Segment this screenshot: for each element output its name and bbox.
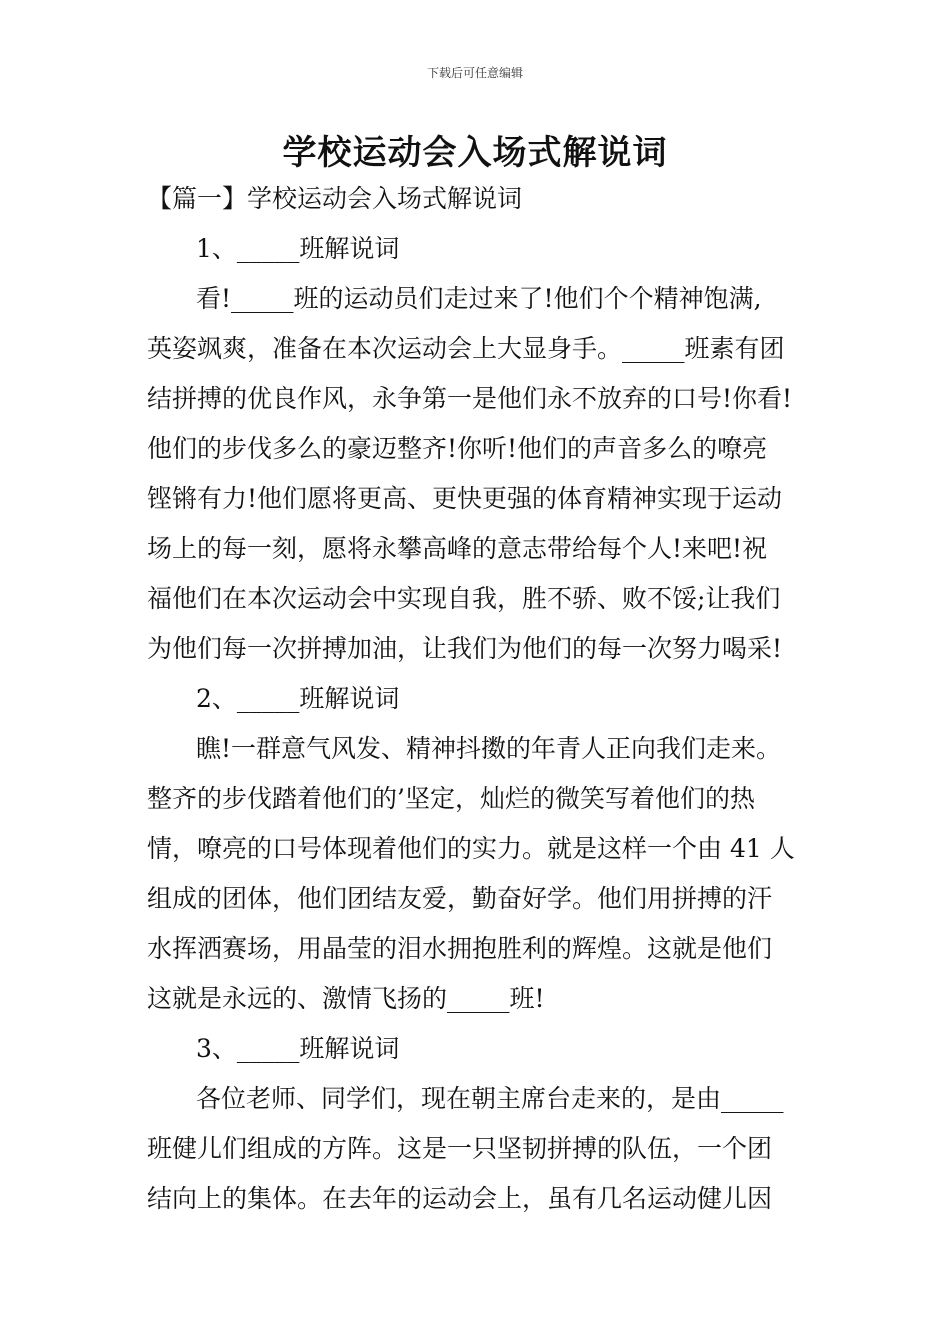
- paragraph-line: 看!_____班的运动员们走过来了!他们个个精神饱满,: [196, 284, 762, 313]
- paragraph-line: 这就是永远的、激情飞扬的_____班!: [147, 984, 545, 1013]
- paragraph-line: 整齐的步伐踏着他们的’坚定，灿烂的微笑写着他们的热: [147, 784, 755, 813]
- item-heading: 1、_____班解说词: [196, 234, 400, 263]
- paragraph-line: 水挥洒赛场，用晶莹的泪水拥抱胜利的辉煌。这就是他们: [147, 934, 773, 963]
- paragraph-line: 福他们在本次运动会中实现自我，胜不骄、败不馁;让我们: [147, 584, 781, 613]
- paragraph-line: 铿锵有力!他们愿将更高、更快更强的体育精神实现于运动: [147, 484, 783, 513]
- paragraph-line: 组成的团体，他们团结友爱，勤奋好学。他们用拼搏的汗: [147, 884, 773, 913]
- paragraph-line: 瞧!一群意气风发、精神抖擞的年青人正向我们走来。: [196, 734, 782, 763]
- item-heading: 2、_____班解说词: [196, 684, 400, 713]
- paragraph-line: 为他们每一次拼搏加油，让我们为他们的每一次努力喝采!: [147, 634, 783, 663]
- item-heading: 3、_____班解说词: [196, 1034, 400, 1063]
- paragraph-line: 班健儿们组成的方阵。这是一只坚韧拼搏的队伍，一个团: [147, 1134, 773, 1163]
- document-title: 学校运动会入场式解说词: [282, 133, 668, 173]
- paragraph-line: 场上的每一刻，愿将永攀高峰的意志带给每个人!来吧!祝: [147, 534, 768, 563]
- page-header-note: 下载后可任意编辑: [426, 66, 523, 80]
- paragraph-line: 他们的步伐多么的豪迈整齐!你听!他们的声音多么的嘹亮: [147, 434, 768, 463]
- paragraph-line: 情，嘹亮的口号体现着他们的实力。就是这样一个由 41 人: [147, 834, 795, 863]
- paragraph-line: 结向上的集体。在去年的运动会上，虽有几名运动健儿因: [147, 1184, 773, 1213]
- paragraph-line: 结拼搏的优良作风，永争第一是他们永不放弃的口号!你看!: [147, 384, 793, 413]
- paragraph-line: 英姿飒爽，准备在本次运动会上大显身手。_____班素有团: [147, 334, 785, 363]
- section-heading: 【篇一】学校运动会入场式解说词: [147, 184, 523, 213]
- paragraph-line: 各位老师、同学们，现在朝主席台走来的，是由_____: [196, 1084, 784, 1113]
